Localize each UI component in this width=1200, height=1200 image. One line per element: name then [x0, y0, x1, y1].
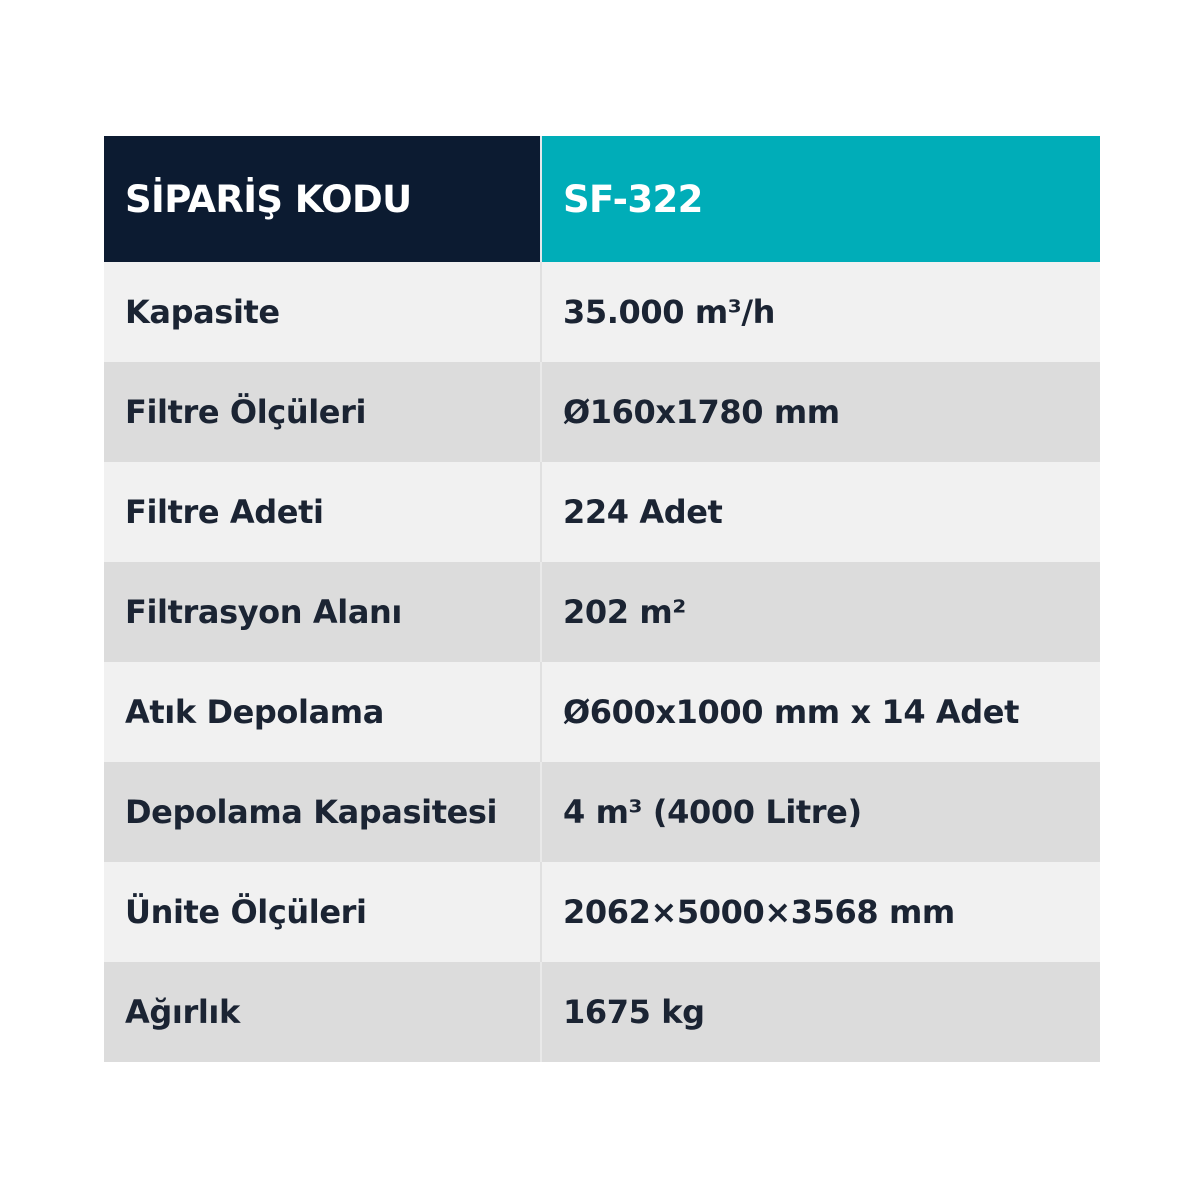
- table-row: [104, 762, 1100, 862]
- row-label: Ağırlık: [104, 962, 540, 1062]
- row-label: Filtre Adeti: [104, 462, 540, 562]
- row-label: Atık Depolama: [104, 662, 540, 762]
- row-value: 202 m²: [540, 562, 1100, 662]
- row-value: 4 m³ (4000 Litre): [540, 762, 1100, 862]
- row-label: Filtre Ölçüleri: [104, 362, 540, 462]
- row-label: Depolama Kapasitesi: [104, 762, 540, 862]
- table-row: [104, 862, 1100, 962]
- table-row: [104, 662, 1100, 762]
- spec-table: [104, 136, 1100, 1062]
- row-label: Ünite Ölçüleri: [104, 862, 540, 962]
- row-label: Filtrasyon Alanı: [104, 562, 540, 662]
- order-code-value: SF-322: [540, 136, 1100, 262]
- row-value: 1675 kg: [540, 962, 1100, 1062]
- order-code-label: SİPARİŞ KODU: [104, 136, 540, 262]
- table-row: [104, 562, 1100, 662]
- table-row: [104, 962, 1100, 1062]
- row-value: Ø160x1780 mm: [540, 362, 1100, 462]
- table-row: [104, 262, 1100, 362]
- header-row: [104, 136, 1100, 262]
- row-value: 2062×5000×3568 mm: [540, 862, 1100, 962]
- row-label: Kapasite: [104, 262, 540, 362]
- row-value: Ø600x1000 mm x 14 Adet: [540, 662, 1100, 762]
- row-value: 35.000 m³/h: [540, 262, 1100, 362]
- row-value: 224 Adet: [540, 462, 1100, 562]
- table-row: [104, 362, 1100, 462]
- table-row: [104, 462, 1100, 562]
